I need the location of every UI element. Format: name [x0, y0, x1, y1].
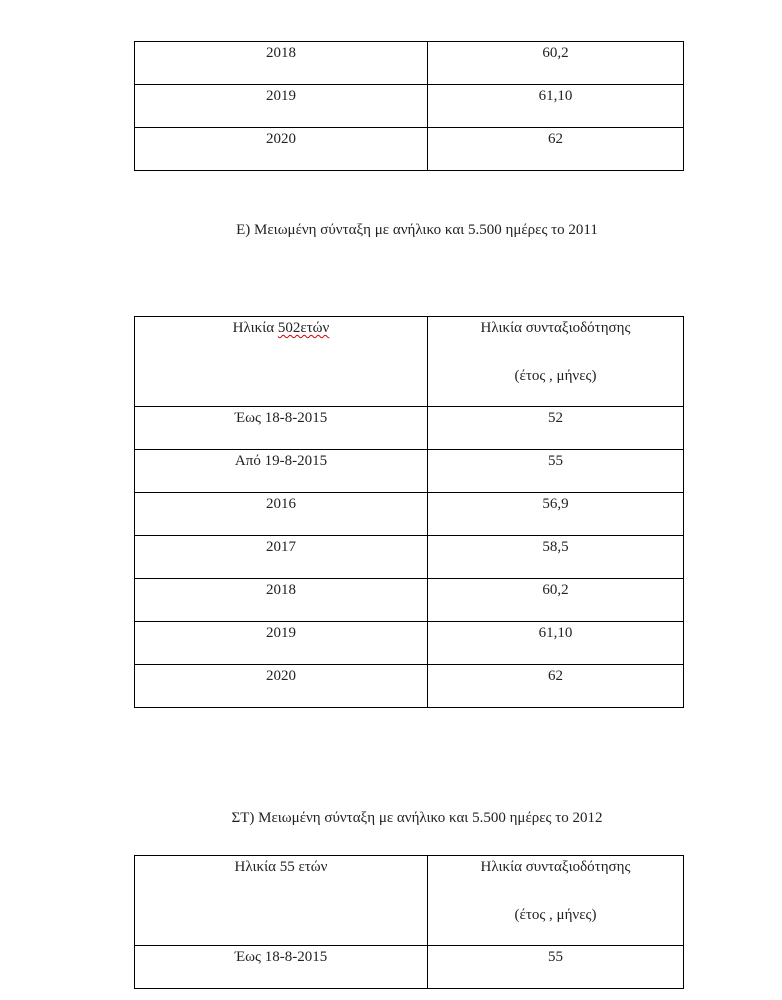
table-cell-year: 2019 — [135, 85, 428, 128]
table-cell-period: 2020 — [135, 665, 428, 708]
table-cell-age: 61,10 — [428, 622, 684, 665]
table-cell-period: 2019 — [135, 622, 428, 665]
table-cell-year: 2018 — [135, 42, 428, 85]
table-cell-period: Έως 18-8-2015 — [135, 407, 428, 450]
table-row — [135, 946, 684, 989]
table-cell-age: 61,10 — [428, 85, 684, 128]
table-cell-age: 58,5 — [428, 536, 684, 579]
header-left-underlined: 502ετών — [277, 320, 330, 336]
table-section-e — [134, 316, 684, 708]
table-cell-age: 55 — [428, 946, 684, 989]
table-cell-period: 2016 — [135, 493, 428, 536]
table-row — [135, 493, 684, 536]
header-right-line1: Ηλικία συνταξιοδότησης — [480, 320, 631, 336]
table-row — [135, 407, 684, 450]
table-cell-age: 62 — [428, 128, 684, 171]
table-row — [135, 579, 684, 622]
header-right-cell — [428, 856, 684, 946]
table-cell-age: 60,2 — [428, 579, 684, 622]
table-row — [135, 128, 684, 171]
table-cell-period: 2017 — [135, 536, 428, 579]
table-top — [134, 41, 684, 171]
table-cell-age: 55 — [428, 450, 684, 493]
table-cell-period: Έως 18-8-2015 — [135, 946, 428, 989]
table-row — [135, 536, 684, 579]
table-row — [135, 665, 684, 708]
table-cell-age: 56,9 — [428, 493, 684, 536]
header-left-cell — [135, 317, 428, 407]
table-cell-age: 62 — [428, 665, 684, 708]
table-cell-age: 60,2 — [428, 42, 684, 85]
header-right-line2: (έτος , μήνες) — [514, 368, 597, 384]
table-row — [135, 450, 684, 493]
table-cell-period: 2018 — [135, 579, 428, 622]
table-section-st — [134, 855, 684, 989]
table-row — [135, 42, 684, 85]
header-right-line1: Ηλικία συνταξιοδότησης — [480, 859, 631, 875]
table-header-row — [135, 317, 684, 407]
table-row — [135, 622, 684, 665]
section-e-heading: Ε) Μειωμένη σύνταξη με ανήλικο και 5.500 ημέρες το 2011 — [236, 222, 598, 238]
table-cell-period: Από 19-8-2015 — [135, 450, 428, 493]
table-header-row — [135, 856, 684, 946]
table-cell-age: 52 — [428, 407, 684, 450]
table-row — [135, 85, 684, 128]
header-left-prefix: Ηλικία — [232, 320, 278, 336]
section-st-heading: ΣΤ) Μειωμένη σύνταξη με ανήλικο και 5.500 ημέρες το 2012 — [231, 810, 603, 826]
header-left-cell: Ηλικία 55 ετών — [135, 856, 428, 946]
table-cell-year: 2020 — [135, 128, 428, 171]
header-right-cell — [428, 317, 684, 407]
header-right-line2: (έτος , μήνες) — [514, 907, 597, 923]
